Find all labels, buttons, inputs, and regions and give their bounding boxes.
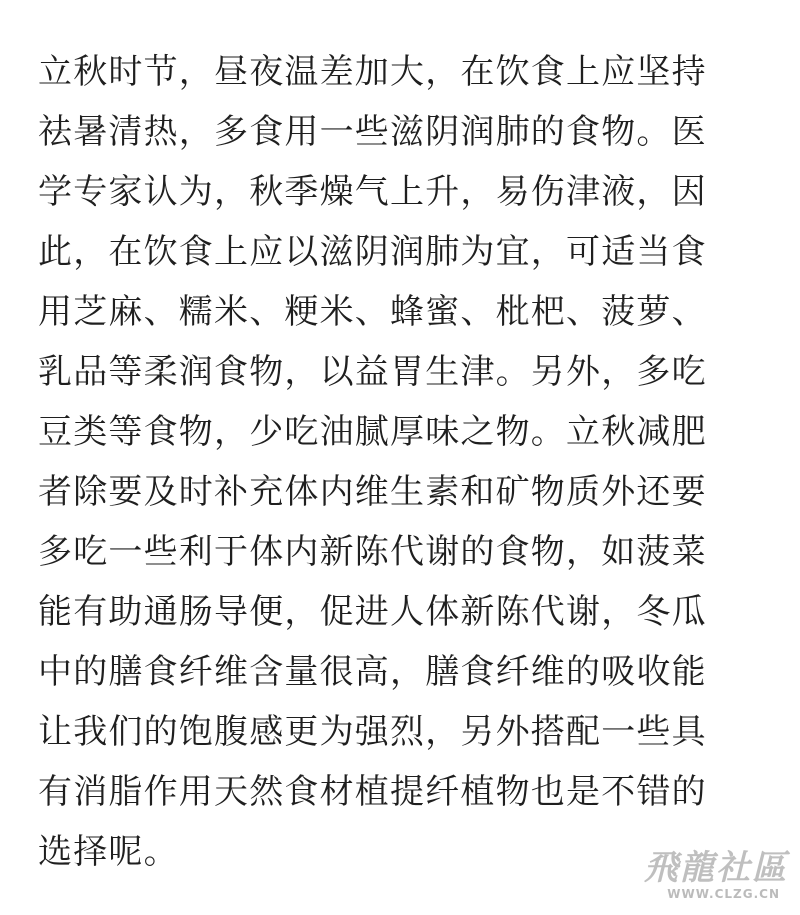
article-line: 立秋时节，昼夜温差加大，在饮食上应坚持 (38, 52, 707, 92)
article-line: 有消脂作用天然食材植提纤植物也是不错的 (38, 772, 707, 812)
article-line: 乳品等柔润食物，以益胃生津。另外，多吃 (38, 352, 707, 392)
article-line: 选择呢。 (38, 832, 179, 872)
article-line: 中的膳食纤维含量很高，膳食纤维的吸收能 (38, 652, 707, 692)
article-line: 此，在饮食上应以滋阴润肺为宜，可适当食 (38, 232, 707, 272)
article-line: 祛暑清热，多食用一些滋阴润肺的食物。医 (38, 112, 707, 152)
article-line: 多吃一些利于体内新陈代谢的食物，如菠菜 (38, 532, 707, 572)
article-line: 能有助通肠导便，促进人体新陈代谢，冬瓜 (38, 592, 707, 632)
article-line: 让我们的饱腹感更为强烈，另外搭配一些具 (38, 712, 707, 752)
article-body (38, 42, 768, 882)
watermark-url: WWW.CLZG.CN (667, 887, 780, 901)
article-line: 学专家认为，秋季燥气上升，易伤津液，因 (38, 172, 707, 212)
article-line: 用芝麻、糯米、粳米、蜂蜜、枇杷、菠萝、 (38, 292, 707, 332)
watermark-logo-text: 飛龍社區 (644, 848, 788, 888)
article-line: 者除要及时补充体内维生素和矿物质外还要 (38, 472, 707, 512)
article-line: 豆类等食物，少吃油腻厚味之物。立秋减肥 (38, 412, 707, 452)
